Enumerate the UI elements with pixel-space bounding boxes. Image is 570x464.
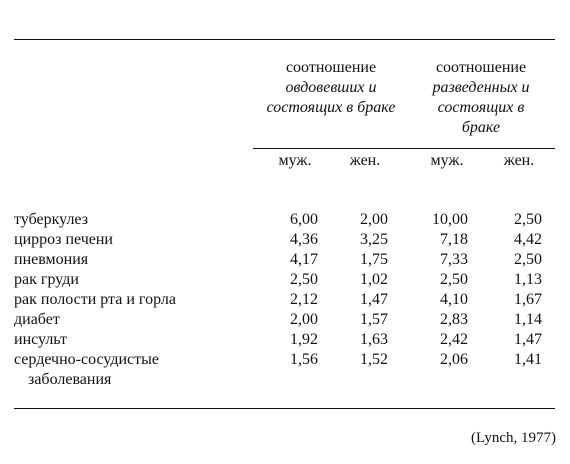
cell-value: 1,02 [360, 271, 388, 288]
table-body [14, 210, 555, 390]
cell-value: 2,83 [440, 311, 468, 328]
cell-value: 10,00 [432, 211, 468, 228]
cell-value: 1,13 [514, 271, 542, 288]
cell-value: 2,06 [440, 351, 468, 368]
group2-line3: состоящих в [437, 99, 525, 116]
cell-value: 7,33 [440, 251, 468, 268]
table-row [14, 230, 555, 250]
cell-value: 1,92 [290, 331, 318, 348]
cell-value: 1,56 [290, 351, 318, 368]
cell-value: 1,41 [514, 351, 542, 368]
group1-line1: соотношение [285, 59, 377, 76]
cell-value: 1,52 [360, 351, 388, 368]
cell-value: 1,14 [514, 311, 542, 328]
table-row [14, 270, 555, 290]
cell-value: 4,17 [290, 251, 318, 268]
bottom-rule [14, 408, 555, 409]
cell-value: 1,67 [514, 291, 542, 308]
row-label: пневмония [14, 251, 89, 268]
cell-value: 2,50 [514, 211, 542, 228]
cell-value: 7,18 [440, 231, 468, 248]
cell-value: 1,75 [360, 251, 388, 268]
subheader-female-1: жен. [349, 152, 381, 169]
table-row [14, 290, 555, 310]
cell-value: 2,50 [514, 251, 542, 268]
table-row [14, 330, 555, 350]
cell-value: 1,47 [360, 291, 388, 308]
row-label: рак груди [14, 271, 79, 288]
group2-line4: браке [461, 119, 501, 136]
group1-line3: состоящих в браке [266, 99, 396, 116]
cell-value: 4,36 [290, 231, 318, 248]
group1-line2: овдовевших и [285, 79, 377, 96]
table-row [14, 210, 555, 230]
cell-value: 2,42 [440, 331, 468, 348]
cell-value: 2,00 [290, 311, 318, 328]
cell-value: 4,10 [440, 291, 468, 308]
cell-value: 2,50 [290, 271, 318, 288]
cell-value: 6,00 [290, 211, 318, 228]
cell-value: 2,00 [360, 211, 388, 228]
cell-value: 2,50 [440, 271, 468, 288]
cell-value: 2,12 [290, 291, 318, 308]
row-label: инсульт [14, 331, 67, 348]
row-label: сердечно-сосудистые заболевания [14, 351, 159, 388]
cell-value: 3,25 [360, 231, 388, 248]
row-label: рак полости рта и горла [14, 291, 176, 308]
table-row [14, 350, 555, 390]
subheader-male-2: муж. [430, 152, 464, 169]
group2-line1: соотношение [435, 59, 527, 76]
cell-value: 4,42 [514, 231, 542, 248]
column-group-widowed-header [254, 58, 408, 118]
cell-value: 1,63 [360, 331, 388, 348]
subheader-rule [253, 148, 555, 149]
table-row [14, 310, 555, 330]
row-label: цирроз печени [14, 231, 113, 248]
table-row [14, 250, 555, 270]
row-label: туберкулез [14, 211, 89, 228]
group2-line2: разведенных и [432, 79, 530, 96]
subheader-female-2: жен. [503, 152, 535, 169]
cell-value: 1,47 [514, 331, 542, 348]
row-label: диабет [14, 311, 60, 328]
column-group-divorced-header [406, 58, 556, 138]
top-rule [14, 39, 555, 40]
citation: (Lynch, 1977) [471, 430, 556, 446]
cell-value: 1,57 [360, 311, 388, 328]
subheader-male-1: муж. [278, 152, 312, 169]
